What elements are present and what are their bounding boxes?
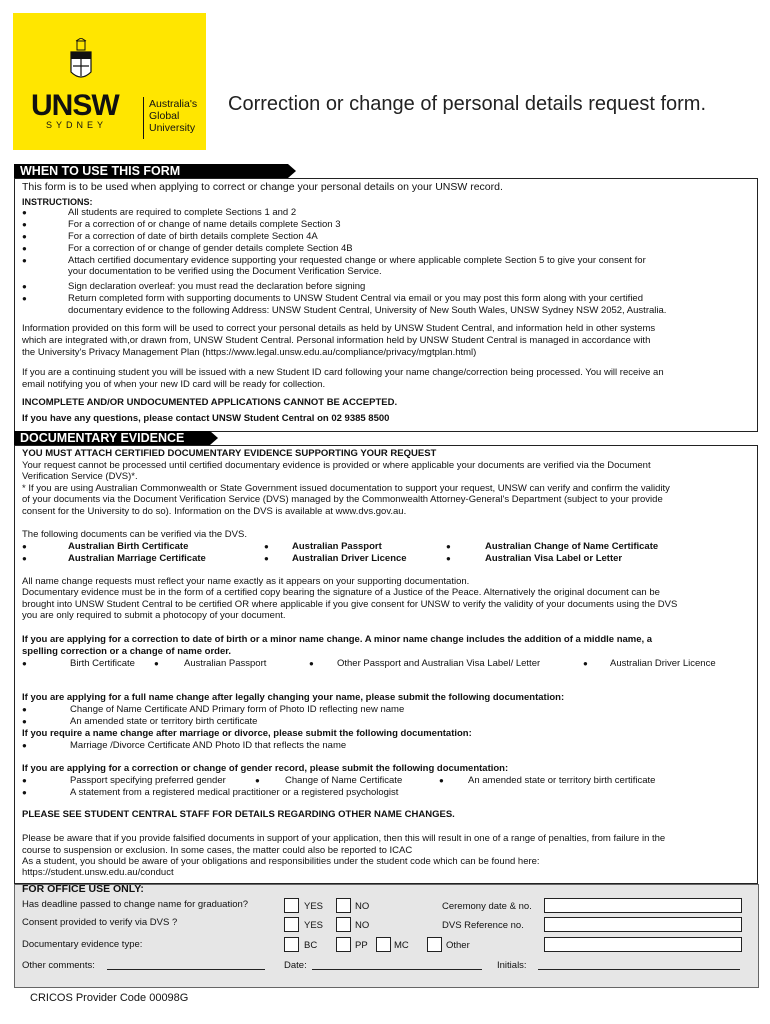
ceremony-input[interactable]	[544, 898, 742, 913]
pp-label: PP	[355, 940, 368, 951]
bullet: ●	[309, 659, 314, 668]
dob-doc-item: Other Passport and Australian Visa Label/ Letter	[337, 658, 541, 669]
dvs-ref-label: DVS Reference no.	[442, 920, 524, 931]
gender-doc-item: An amended state or territory birth certificate	[468, 775, 656, 786]
instruction-item: Sign declaration overleaf: you must read the declaration before signing	[68, 281, 366, 292]
gender-doc-item: Passport specifying preferred gender	[70, 775, 226, 786]
cricos-code: CRICOS Provider Code 00098G	[30, 992, 189, 1004]
contact-text: If you have any questions, please contact UNSW Student Central on 02 9385 8500	[22, 413, 390, 424]
dvs-doc-item: Australian Change of Name Certificate	[485, 541, 659, 552]
office-q-evidence: Documentary evidence type:	[22, 939, 143, 950]
deadline-no-checkbox[interactable]	[336, 898, 351, 913]
bullet: ●	[22, 717, 27, 726]
consent-yes-checkbox[interactable]	[284, 917, 299, 932]
intro-text: This form is to be used when applying to correct or change your personal details on your UNSW record.	[22, 181, 503, 193]
office-heading: FOR OFFICE USE ONLY:	[22, 883, 144, 895]
must-attach-text: YOU MUST ATTACH CERTIFIED DOCUMENTARY EVIDENCE SUPPORTING YOUR REQUEST	[22, 448, 437, 459]
consent-no-checkbox[interactable]	[336, 917, 351, 932]
yes-label: YES	[304, 920, 324, 931]
id-card-text: email notifying you of when your new ID card will be ready for collection.	[22, 379, 326, 390]
bullet: ●	[22, 554, 27, 563]
name-change-text: brought into UNSW Student Central to be certified OR where applicable if you give consent for UNSW to verify the validity of your documents using the DVS	[22, 599, 678, 610]
instruction-item: All students are required to complete Sections 1 and 2	[68, 207, 297, 218]
dvs-docs-intro: The following documents can be verified via the DVS.	[22, 529, 247, 540]
dvs-doc-item: Australian Driver Licence	[292, 553, 407, 564]
deadline-yes-checkbox[interactable]	[284, 898, 299, 913]
penalties-text: course to suspension or exclusion. In some cases, the matter could also be reported to ICAC	[22, 845, 413, 856]
mc-label: MC	[394, 940, 409, 951]
instruction-item: documentary evidence to the following Address: UNSW Student Central, University of New South Wales, UNSW Sydney NSW 2052, Australia.	[68, 305, 667, 316]
dvs-doc-item: Australian Passport	[292, 541, 382, 552]
form-title: Correction or change of personal details request form.	[228, 93, 707, 115]
bullet: ●	[22, 282, 27, 291]
privacy-text: the University's Privacy Management Plan (https://www.legal.unsw.edu.au/compliance/privacy/mgtplan.html)	[22, 347, 477, 358]
comments-line[interactable]	[107, 969, 265, 970]
name-change-text: Documentary evidence must be in the form of a certified copy bearing the signature of a Justice of the Peace. Alternatively the original document can be	[22, 587, 660, 598]
office-q-consent: Consent provided to verify via DVS ?	[22, 917, 178, 928]
incomplete-warning: INCOMPLETE AND/OR UNDOCUMENTED APPLICATIONS CANNOT BE ACCEPTED.	[22, 397, 398, 408]
marriage-doc-item: Marriage /Divorce Certificate AND Photo ID that reflects the name	[70, 740, 347, 751]
instruction-item: Attach certified documentary evidence supporting your requested change or where applicable complete Section 5 to give your consent for	[68, 255, 646, 266]
penalties-text: As a student, you should be aware of your obligations and responsibilities under the student code which can be found here:	[22, 856, 540, 867]
name-change-text: you are only required to submit a photocopy of your document.	[22, 610, 286, 621]
instruction-item: your documentation to be verified using the Document Verification Service.	[68, 266, 382, 277]
bullet: ●	[22, 294, 27, 303]
instruction-item: For a correction of or change of name details complete Section 3	[68, 219, 341, 230]
bullet: ●	[439, 776, 444, 785]
dvs-text: Your request cannot be processed until certified documentary evidence is provided or where applicable your documents are verified via the Document	[22, 460, 651, 471]
instruction-item: For a correction of date of birth details complete Section 4A	[68, 231, 318, 242]
dob-heading: If you are applying for a correction to date of birth or a minor name change. A minor name change includes the addition of a middle name, a	[22, 634, 653, 645]
dvs-text: of your documents via the Document Verification Service (DVS) managed by the Commonwealth Attorney-General's Department (subject to your provide	[22, 494, 663, 505]
bullet: ●	[22, 220, 27, 229]
crest-icon	[69, 38, 93, 88]
id-card-text: If you are a continuing student you will be issued with a new Student ID card following your name change/correction being processed. You will receive an	[22, 367, 664, 378]
dvs-text: Verification Service (DVS)*.	[22, 471, 138, 482]
dvs-text: * If you are using Australian Commonwealth or State Government issued documentation to support your request, UNSW can verify and confirm the validity	[22, 483, 670, 494]
instruction-item: Return completed form with supporting documents to UNSW Student Central via email or you may post this form along with your certified	[68, 293, 644, 304]
dvs-ref-input[interactable]	[544, 917, 742, 932]
bullet: ●	[264, 554, 269, 563]
penalties-text: Please be aware that if you provide falsified documents in support of your application, then this will result in one of a range of penalties, from failure in the	[22, 833, 666, 844]
bullet: ●	[446, 542, 451, 551]
full-name-doc-item: Change of Name Certificate AND Primary form of Photo ID reflecting new name	[70, 704, 405, 715]
bullet: ●	[22, 659, 27, 668]
instruction-item: For a correction of or change of gender details complete Section 4B	[68, 243, 353, 254]
dvs-doc-item: Australian Marriage Certificate	[68, 553, 206, 564]
logo-divider	[143, 97, 144, 139]
bullet: ●	[583, 659, 588, 668]
bullet: ●	[264, 542, 269, 551]
dob-doc-item: Australian Driver Licence	[610, 658, 716, 669]
full-name-heading: If you are applying for a full name change after legally changing your name, please submit the following documentation:	[22, 692, 565, 703]
initials-line[interactable]	[538, 969, 740, 970]
logo-tagline: Australia's Global University	[149, 98, 198, 134]
bullet: ●	[22, 232, 27, 241]
logo-city: SYDNEY	[46, 120, 108, 130]
section-heading-evidence: DOCUMENTARY EVIDENCE	[14, 431, 210, 445]
privacy-text: Information provided on this form will be used to correct your personal details as held by UNSW Student Central, and information held in other systems	[22, 323, 656, 334]
section-heading-when: WHEN TO USE THIS FORM	[14, 164, 288, 178]
gender-doc-item: Change of Name Certificate	[285, 775, 403, 786]
bullet: ●	[154, 659, 159, 668]
pp-checkbox[interactable]	[336, 937, 351, 952]
bc-label: BC	[304, 940, 318, 951]
name-change-text: All name change requests must reflect your name exactly as it appears on your supporting documentation.	[22, 576, 470, 587]
dob-doc-item: Australian Passport	[184, 658, 267, 669]
mc-checkbox[interactable]	[376, 937, 391, 952]
bullet: ●	[22, 256, 27, 265]
initials-label: Initials:	[497, 960, 527, 971]
logo-wordmark: UNSW	[31, 89, 119, 122]
full-name-doc-item: An amended state or territory birth certificate	[70, 716, 258, 727]
dvs-text: consent for the University to do so). Information on the DVS is available at www.dvs.gov.au.	[22, 506, 407, 517]
gender-heading: If you are applying for a correction or change of gender record, please submit the following documentation:	[22, 763, 509, 774]
other-checkbox[interactable]	[427, 937, 442, 952]
see-staff-text: PLEASE SEE STUDENT CENTRAL STAFF FOR DETAILS REGARDING OTHER NAME CHANGES.	[22, 809, 455, 820]
bullet: ●	[22, 788, 27, 797]
dob-doc-item: Birth Certificate	[70, 658, 135, 669]
instructions-label: INSTRUCTIONS:	[22, 197, 93, 207]
no-label: NO	[355, 901, 370, 912]
yes-label: YES	[304, 901, 324, 912]
unsw-logo	[13, 13, 206, 150]
dob-heading: spelling correction or a change of name order.	[22, 646, 232, 657]
bullet: ●	[446, 554, 451, 563]
comments-label: Other comments:	[22, 960, 95, 971]
dvs-doc-item: Australian Visa Label or Letter	[485, 553, 623, 564]
bullet: ●	[255, 776, 260, 785]
marriage-heading: If you require a name change after marriage or divorce, please submit the following documentation:	[22, 728, 472, 739]
bullet: ●	[22, 776, 27, 785]
bullet: ●	[22, 705, 27, 714]
gender-doc-item: A statement from a registered medical practitioner or a registered psychologist	[70, 787, 399, 798]
bc-checkbox[interactable]	[284, 937, 299, 952]
dvs-doc-item: Australian Birth Certificate	[68, 541, 189, 552]
bullet: ●	[22, 244, 27, 253]
date-line[interactable]	[312, 969, 482, 970]
other-input[interactable]	[544, 937, 742, 952]
date-label: Date:	[284, 960, 307, 971]
office-q-deadline: Has deadline passed to change name for graduation?	[22, 899, 249, 910]
bullet: ●	[22, 741, 27, 750]
conduct-link[interactable]: https://student.unsw.edu.au/conduct	[22, 867, 174, 878]
other-label: Other	[446, 940, 470, 951]
privacy-text: which are integrated with,or drawn from, UNSW Student Central. Personal information held by UNSW Student Central is managed in accordance with	[22, 335, 651, 346]
no-label: NO	[355, 920, 370, 931]
ceremony-label: Ceremony date & no.	[442, 901, 532, 912]
bullet: ●	[22, 542, 27, 551]
bullet: ●	[22, 208, 27, 217]
